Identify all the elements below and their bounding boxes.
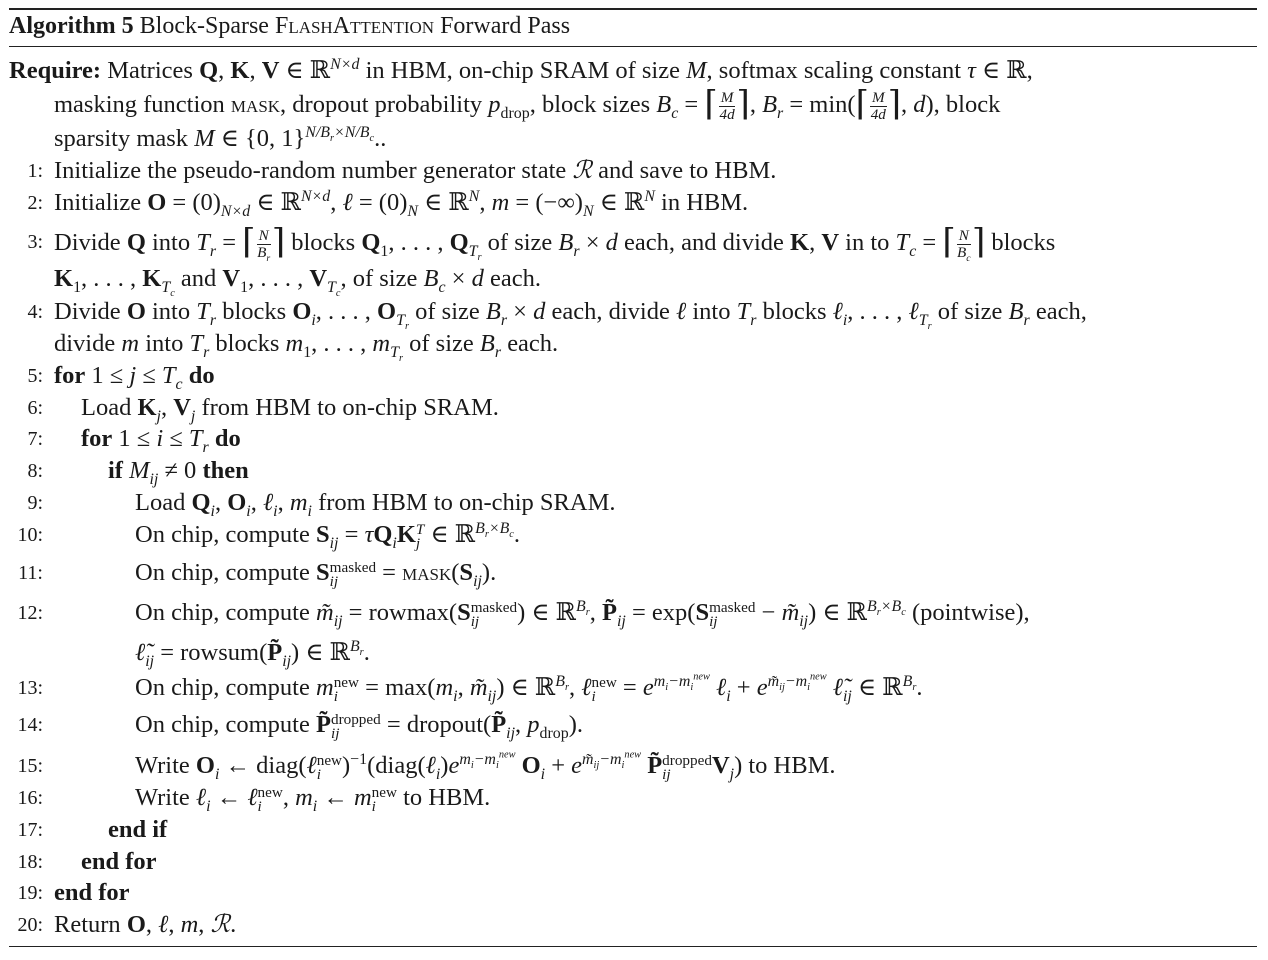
line-number: 15: (17, 755, 43, 777)
require-line-2: masking function mask, dropout probability $p_{drop}$, block sizes $B_c$ = ⌈ $\frac{M}{4d}$ ⌉, $B_r$ = min(⌈ $\frac{M}{4d}$ ⌉, d), block (54, 85, 1001, 123)
line-number: 1: (27, 160, 43, 182)
line-number: 6: (27, 397, 43, 419)
line-number: 5: (27, 365, 43, 387)
line-number: 7: (27, 428, 43, 450)
line-number: 2: (27, 192, 43, 214)
keyword-end-for: end for (54, 879, 130, 906)
algorithm-label: Algorithm 5 (9, 13, 134, 39)
keyword-end-for: end for (81, 848, 157, 875)
keyword-do: do (188, 362, 215, 389)
keyword-then: then (202, 457, 249, 484)
line-number: 20: (17, 914, 43, 936)
line-number: 13: (17, 677, 43, 699)
title-name: FlashAttention (274, 13, 435, 39)
require-line-3: sparsity mask M ∈ {0, 1}$^{N/B_r\times N/B_c}$.. (54, 123, 387, 152)
keyword-if: if (108, 457, 123, 484)
line-number: 11: (18, 562, 43, 584)
algorithm-title (9, 13, 570, 40)
line-number: 17: (17, 819, 43, 841)
keyword-for: for (54, 362, 86, 389)
step-4-continued: divide m into $T_r$ blocks $m_1$, . . . , $m_{T_r}$ of size $B_r$ each. (54, 330, 559, 365)
require-keyword: Require: (9, 57, 102, 84)
line-number: 19: (17, 882, 43, 904)
keyword-do: do (214, 425, 241, 452)
title-prefix: Block-Sparse (139, 13, 269, 39)
require-line-1: Require: Matrices Q, K, V ∈ ℝ$^{N\times d}$ in HBM, on-chip SRAM of size M, softmax scaling constant τ ∈ ℝ, (9, 55, 1033, 84)
bottom-rule (9, 946, 1257, 947)
title-suffix: Forward Pass (440, 13, 571, 39)
keyword-end-if: end if (108, 816, 168, 843)
line-number: 4: (27, 301, 43, 323)
line-number: 10: (17, 524, 43, 546)
line-number: 16: (17, 787, 43, 809)
line-number: 9: (27, 492, 43, 514)
line-number: 18: (17, 851, 43, 873)
line-number: 12: (17, 602, 43, 624)
line-number: 3: (27, 231, 43, 253)
line-number: 14: (17, 714, 43, 736)
step-3-continued: $K_1$, . . . , $K_{T_c}$ and $V_1$, . . . , $V_{T_c}$, of size $B_c \times d$ each. (54, 265, 541, 300)
keyword-for: for (81, 425, 113, 452)
title-rule (9, 46, 1257, 47)
step-12-continued: $\ell̃_{ij}$ = $rowsum(P̃_{ij})$ ∈ ℝ$^{B_r}$. (135, 637, 370, 670)
line-number: 8: (27, 460, 43, 482)
top-rule (9, 8, 1257, 10)
